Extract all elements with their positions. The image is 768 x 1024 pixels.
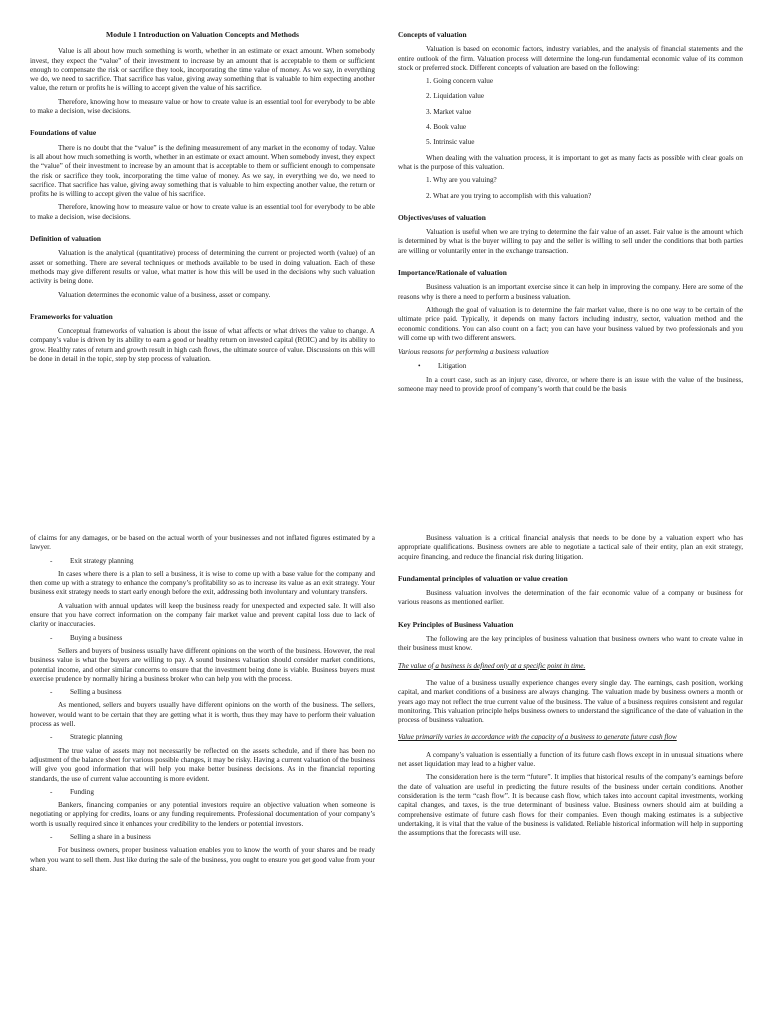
frameworks-heading: Frameworks for valuation — [30, 311, 113, 321]
key-principles-heading: Key Principles of Business Valuation — [398, 619, 514, 629]
buying-label: Buying a business — [70, 633, 123, 642]
bullet-marker: - — [50, 787, 53, 796]
funding-paragraph-1: Bankers, financing companies or any potential investors require an objective valuation when someone is negotiating or applying for credits, loans or any funding requirements. Professional documentation of your company’s worth is usually required since it enhances your credibility to the lenders or potential investors. — [30, 801, 375, 828]
strategic-paragraph-1: The true value of assets may not necessarily be reflected on the assets schedule, and if there has been no adjustment of the balance sheet for various possible changes, it may be risky. Having a current valuation of the business will give you good information that will help you make better business decisions. As in the financial reporting standards, the use of current value accounting is more evident. — [30, 746, 375, 783]
share-paragraph-1: For business owners, proper business valuation enables you to know the worth of your shares and be ready when you want to sell them. Just like during the sale of the business, you ought to ensure you get good value from your share. — [30, 846, 375, 873]
principle-2-heading: Value primarily varies in accordance with the capacity of a business to generate future cash flow — [398, 733, 677, 742]
buying-paragraph-1: Sellers and buyers of business usually have different opinions on the worth of the business. However, the real business value is what the buyers are willing to pay. A sound business valuation should consider market conditions, potential income, and other similar concerns to ensure that the investment being done is viable. Business buyers must exercise prudence by normally hiring a business broker who can help you with the process. — [30, 646, 375, 683]
share-label: Selling a share in a business — [70, 833, 151, 842]
foundations-paragraph-1: There is no doubt that the “value” is the defining measurement of any market in the economy of today. Value is all about how much something is worth, whether in an estimate or exact amount. When somebody invest, they expect the “value” of their investment to increase by an amount that is acceptable to them or sufficient enough to compensate the risk or sacrifice they took, incorporating the time value of money. As we say, in everything we do, we need to sacrifice. That sacrifice has value, giving away something that is valuable to him expecting another value, the return or profits he is willing to accept given the value of his sacrifice. — [30, 143, 375, 199]
reasons-subheading: Various reasons for performing a business valuation — [398, 348, 549, 357]
principle-2-paragraph-1: A company’s valuation is essentially a function of its future cash flows except in in unusual situations where net asset liquidation may lead to a higher value. — [398, 750, 743, 769]
selling-label: Selling a business — [70, 688, 122, 697]
buying-bullet — [30, 634, 375, 643]
bullet-marker: - — [50, 833, 53, 842]
importance-heading: Importance/Rationale of valuation — [398, 268, 507, 278]
strategic-label: Strategic planning — [70, 733, 123, 742]
litigation-bullet — [398, 362, 743, 371]
concepts-list-item: 2. Liquidation value — [426, 92, 485, 101]
bullet-marker: - — [50, 556, 53, 565]
objectives-heading: Objectives/uses of valuation — [398, 212, 486, 222]
column-bottom-right — [398, 534, 743, 842]
bullet-marker: - — [50, 688, 53, 697]
litigation-paragraph-1: In a court case, such as an injury case, divorce, or where there is an issue with the value of the business, someone may need to provide proof of company’s worth that could be the basis — [398, 375, 743, 394]
funding-label: Funding — [70, 787, 94, 796]
exit-label: Exit strategy planning — [70, 556, 134, 565]
principle-1-paragraph: The value of a business usually experience changes every single day. The earnings, cash position, working capital, and market conditions of a business are always changing. The valuation made by business owners a month or years ago may not reflect the true current value of the business. The value of a business requires consistent and regular monitoring. This valuation principle helps business owners to understand the significance of the date of valuation in the process of business valuation. — [398, 678, 743, 725]
exit-paragraph-1: In cases where there is a plan to sell a business, it is wise to come up with a base value for the company and then come up with a strategy to enhance the company’s profitability so as to increase its value as an exit strategy. Your business exit strategy needs to start early enough before the exit, addressing both involuntary and voluntary transfers. — [30, 569, 375, 597]
principle-2-paragraph-2: The consideration here is the term “future”. It implies that historical results of the company’s earnings before the date of valuation are useful in predicting the future results of the business under certain conditions. Another consideration is the term “cash flow”. It is because cash flow, which takes into account capital investments, working capital changes, and taxes, is the true determinant of business value. Business owners should aim at building a comprehensive estimate of future cash flows for their companies. Even though making estimates is a subjective undertaking, it is vital that the value of the business is validated. Reliable historical information will help in supporting the assumptions that the forecasts will use. — [398, 773, 743, 838]
column-bottom-left — [30, 534, 375, 878]
key-principles-paragraph-1: The following are the key principles of business valuation that business owners who want to create value in their business must know. — [398, 635, 743, 653]
objectives-paragraph-1: Valuation is useful when we are trying to determine the fair value of an asset. Fair value is the amount which is determined by what is the buyer willing to pay and the seller is willing to sell under the conditions that both parties are willing or voluntarily enter in the exchange transaction. — [398, 228, 743, 255]
selling-paragraph-1: As mentioned, sellers and buyers usually have different opinions on the worth of the business. The sellers, however, would want to be certain that they are getting what it is worth, thus they may have to perform their valuation process as well. — [30, 701, 375, 729]
intro-paragraph-1: Value is all about how much something is worth, whether in an estimate or exact amount. When somebody invest, they expect the “value” of their investment to increase by an amount that is acceptable to them or sufficient enough to compensate the risk or sacrifice they took, incorporating the time value of money. As we say, in everything we do, we need to sacrifice. That sacrifice has value, giving away something that is valuable to him expecting another value, the return or profits he is willing to accept given the value of his sacrifice. — [30, 47, 375, 93]
intro-paragraph-2: Therefore, knowing how to measure value or how to create value is an essential tool for everybody to be able to make a decision, wise decisions. — [30, 97, 375, 116]
continued-paragraph: of claims for any damages, or be based on the actual worth of your businesses and not inflated figures estimated by a lawyer. — [30, 534, 375, 552]
concepts-list-item: 3. Market value — [426, 107, 472, 116]
funding-bullet — [30, 788, 375, 797]
litigation-label: Litigation — [438, 362, 467, 371]
strategic-bullet — [30, 733, 375, 742]
bullet-marker: • — [418, 362, 421, 371]
exit-bullet — [30, 557, 375, 566]
bullet-marker: - — [50, 633, 53, 642]
concepts-paragraph-2: When dealing with the valuation process, it is important to get as many facts as possible with clear goals on what is the purpose of this valuation. — [398, 153, 743, 171]
concepts-list-item: 4. Book value — [426, 123, 467, 132]
concepts-list-item: 1. Going concern value — [426, 77, 494, 86]
importance-paragraph-2: Although the goal of valuation is to determine the fair market value, there is no one way to be certain of the ultimate price paid. Typically, it depends on many factors including industry, sector, valuation method and the economic conditions. You can also count on a fact; you can have your business valued by two professionals and you will come up with two different answers. — [398, 305, 743, 342]
definition-paragraph-1: Valuation is the analytical (quantitative) process of determining the current or projected worth (value) of an asset or something. There are several techniques or methods available to be used in doing valuation. Each of these methods may give different results or value, what matter is how this will be used in the decisions why such valuation activity is being done. — [30, 249, 375, 286]
fundamental-heading: Fundamental principles of valuation or value creation — [398, 573, 568, 583]
bullet-marker: - — [50, 733, 53, 742]
question-item: 2. What are you trying to accomplish with this valuation? — [426, 191, 592, 200]
definition-heading: Definition of valuation — [30, 234, 102, 244]
concepts-heading: Concepts of valuation — [398, 30, 467, 39]
fundamental-paragraph-1: Business valuation involves the determination of the fair economic value of a company or business for various reasons as mentioned earlier. — [398, 589, 743, 607]
question-item: 1. Why are you valuing? — [426, 176, 497, 185]
definition-paragraph-2: Valuation determines the economic value of a business, asset or company. — [58, 290, 271, 299]
share-bullet — [30, 833, 375, 842]
selling-bullet — [30, 688, 375, 697]
foundations-heading: Foundations of value — [30, 128, 97, 138]
exit-paragraph-2: A valuation with annual updates will keep the business ready for unexpected and expected sale. It will also ensure that you have correct information on the company fair market value and prevent capital loss due to lack of clarity or inaccuracies. — [30, 601, 375, 629]
concepts-list-item: 5. Intrinsic value — [426, 138, 475, 147]
column-top-right — [398, 30, 743, 398]
column-top-left — [30, 30, 375, 368]
frameworks-paragraph-1: Conceptual frameworks of valuation is about the issue of what affects or what drives the value to change. A company’s value is driven by its ability to earn a good or healthy return on invested capital (ROIC) and by its ability to grow. Healthy rates of return and growth result in high cash flows, the ultimate source of value. Discussions on this will be done in detail in the topic, step by step process of valuation. — [30, 327, 375, 364]
principle-1-heading: The value of a business is defined only at a specific point in time. — [398, 661, 586, 670]
concepts-paragraph-1: Valuation is based on economic factors, industry variables, and the analysis of financial statements and the entire outlook of the firm. Valuation process will determine the long-run fundamental economic value of its common stock or preferred stock. Different concepts of valuation are based on the following: — [398, 45, 743, 72]
module-title: Module 1 Introduction on Valuation Concepts and Methods — [106, 30, 299, 39]
critical-analysis-paragraph: Business valuation is a critical financial analysis that needs to be done by a valuation expert who has appropriate qualifications. Business owners are able to negotiate a tactical sale of their entity, plan an exit strategy, acquire financing, and reduce the financial risk during litigation. — [398, 534, 743, 561]
importance-paragraph-1: Business valuation is an important exercise since it can help in improving the company. Here are some of the reasons why is there a need to perform a business valuation. — [398, 283, 743, 301]
foundations-paragraph-2: Therefore, knowing how to measure value or how to create value is an essential tool for everybody to be able to make a decision, wise decisions. — [30, 203, 375, 221]
